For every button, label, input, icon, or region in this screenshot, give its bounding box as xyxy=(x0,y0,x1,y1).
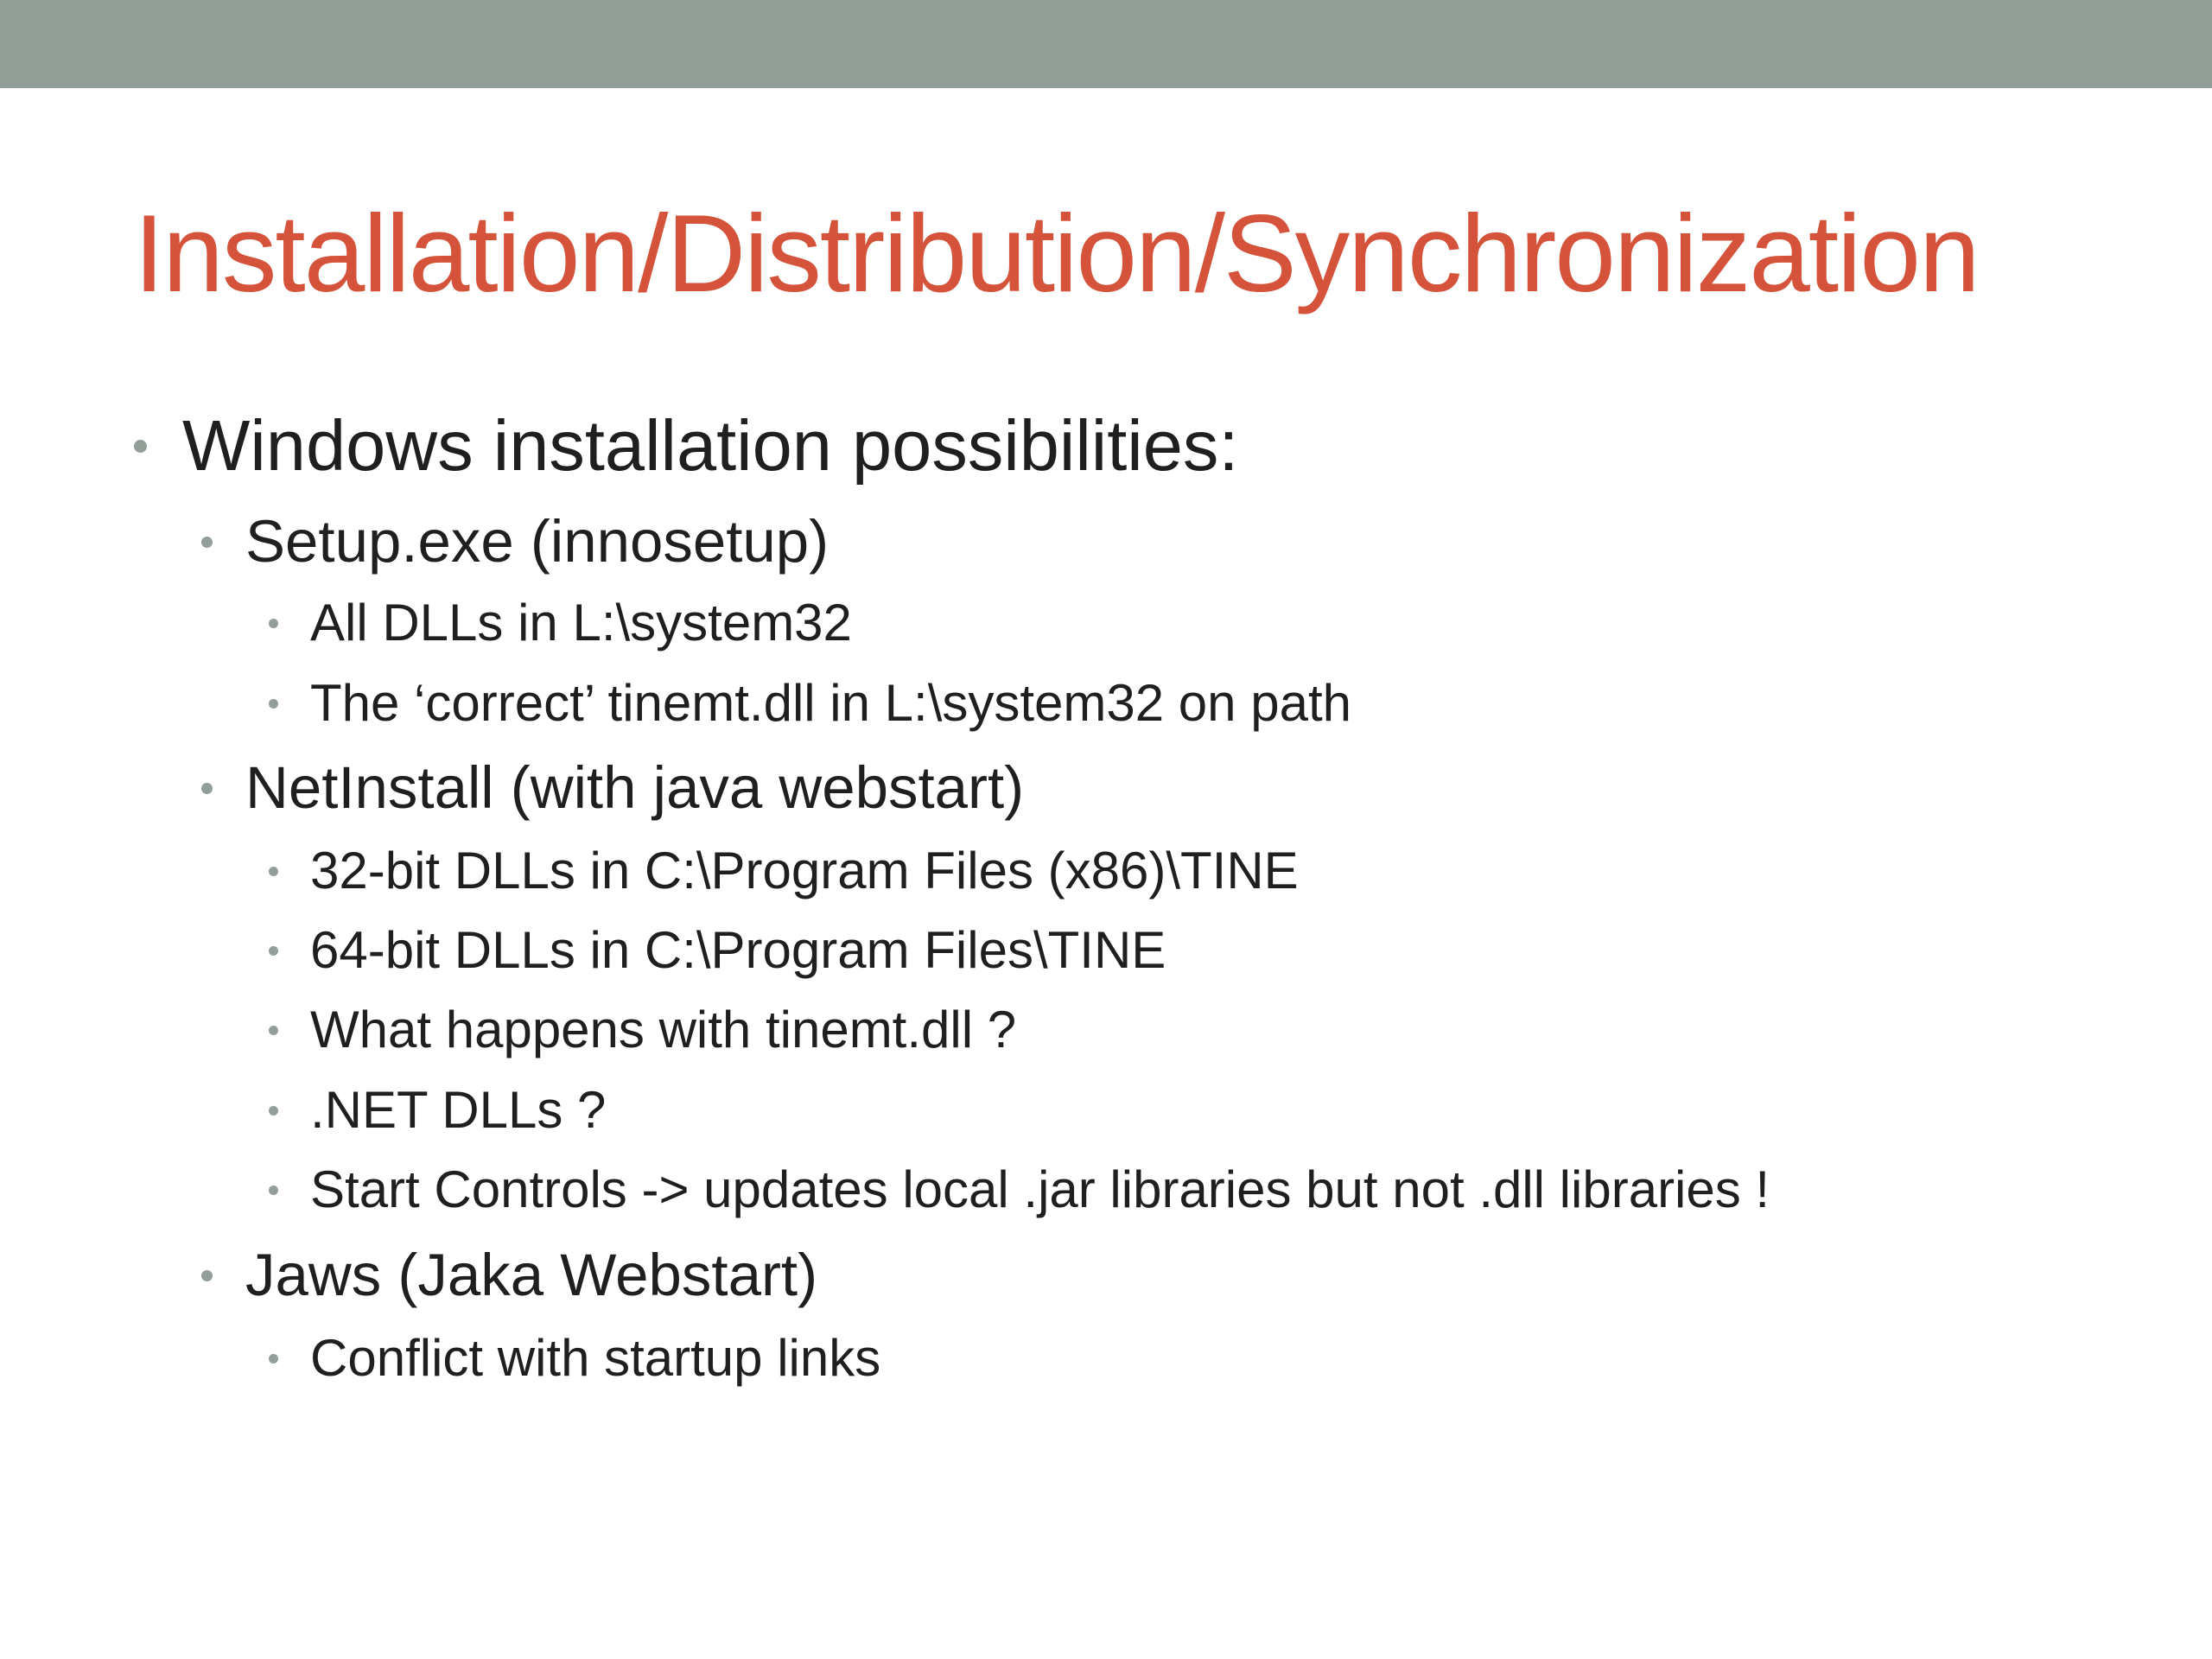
bullet-item-all-dlls xyxy=(269,591,852,655)
bullet-text: .NET DLLs ? xyxy=(310,1081,607,1139)
bullet-item-64bit-dlls xyxy=(269,918,1166,982)
bullet-text: Setup.exe (innosetup) xyxy=(245,508,830,575)
bullet-text: 64-bit DLLs in C:\Program Files\TINE xyxy=(310,921,1166,979)
bullet-dot-icon xyxy=(201,783,213,794)
bullet-text: Conflict with startup links xyxy=(310,1329,881,1387)
bullet-text: All DLLs in L:\system32 xyxy=(310,594,852,652)
bullet-item-jaws xyxy=(201,1239,817,1312)
bullet-dot-icon xyxy=(269,619,278,628)
bullet-item-what-happens xyxy=(269,998,1016,1062)
bullet-dot-icon xyxy=(269,867,278,876)
bullet-text: Jaws (Jaka Webstart) xyxy=(245,1242,818,1308)
bullet-text: What happens with tinemt.dll ? xyxy=(310,1001,1017,1058)
bullet-dot-icon xyxy=(269,1026,278,1035)
bullet-dot-icon xyxy=(269,946,278,956)
bullet-item-windows-installation xyxy=(134,403,1238,489)
slide-title: Installation/Distribution/Synchronization xyxy=(134,192,1979,315)
bullet-text: NetInstall (with java webstart) xyxy=(245,754,1025,821)
bullet-item-netinstall xyxy=(201,752,1024,824)
bullet-item-setup-exe xyxy=(201,505,829,578)
bullet-item-conflict-startup xyxy=(269,1326,880,1390)
bullet-dot-icon xyxy=(269,1354,278,1363)
bullet-text: Windows installation possibilities: xyxy=(182,405,1239,486)
bullet-dot-icon xyxy=(134,440,147,453)
bullet-dot-icon xyxy=(201,1270,213,1281)
bullet-dot-icon xyxy=(269,699,278,709)
bullet-dot-icon xyxy=(269,1106,278,1116)
bullet-dot-icon xyxy=(201,537,213,548)
bullet-item-32bit-dlls xyxy=(269,839,1299,903)
bullet-text: The ‘correct’ tinemt.dll in L:\system32 on path xyxy=(310,674,1351,732)
bullet-item-correct-tinemt xyxy=(269,671,1351,735)
bullet-text: Start Controls -> updates local .jar libraries but not .dll libraries ! xyxy=(310,1160,1770,1218)
bullet-item-net-dlls xyxy=(269,1078,606,1142)
bullet-text: 32-bit DLLs in C:\Program Files (x86)\TINE xyxy=(310,842,1299,899)
bullet-item-start-controls xyxy=(269,1158,1770,1222)
bullet-dot-icon xyxy=(269,1185,278,1195)
